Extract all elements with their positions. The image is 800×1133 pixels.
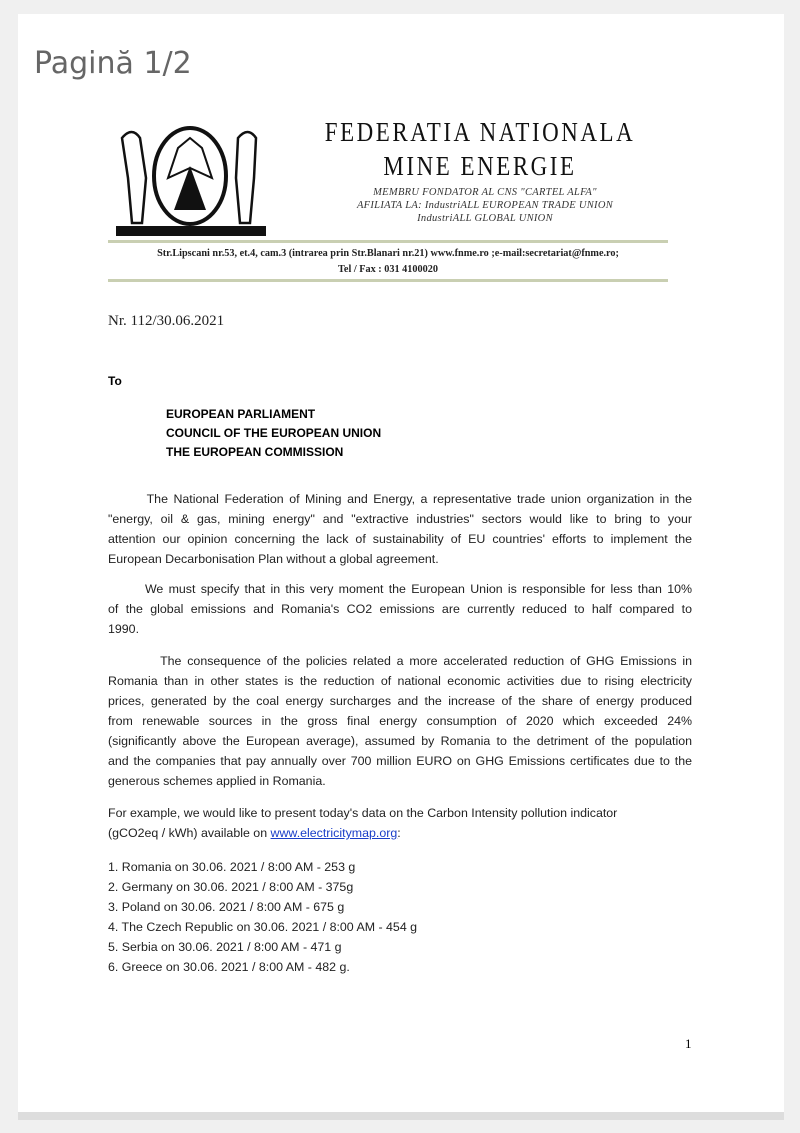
paragraph-example	[108, 803, 692, 843]
paragraph-2	[108, 579, 692, 639]
to-label: To	[108, 374, 122, 388]
text-line: Romania than in other states is the reduction of national economic activities due to rising electricity	[108, 674, 692, 688]
header-divider	[108, 279, 668, 282]
org-phone: Tel / Fax : 031 4100020	[338, 263, 438, 275]
carbon-intensity-list	[108, 857, 417, 977]
org-address: Str.Lipscani nr.53, et.4, cam.3 (intrarea prin Str.Blanari nr.21) www.fnme.ro ;e-mail:secretariat@fnme.ro;	[157, 247, 619, 259]
paragraph-1	[108, 489, 692, 569]
electricitymap-link[interactable]: www.electricitymap.org	[270, 826, 398, 840]
page-separator	[18, 1112, 784, 1120]
list-item: 6. Greece on 30.06. 2021 / 8:00 AM - 482 g.	[108, 960, 350, 974]
list-item: 1. Romania on 30.06. 2021 / 8:00 AM - 253 g	[108, 860, 356, 874]
list-item: 4. The Czech Republic on 30.06. 2021 / 8:00 AM - 454 g	[108, 920, 418, 934]
text-line: European Decarbonisation Plan without a global agreement.	[108, 552, 439, 566]
org-subtitle-1: MEMBRU FONDATOR AL CNS "CARTEL ALFA"	[373, 187, 597, 198]
paragraph-3	[108, 651, 692, 791]
text-line: The consequence of the policies related a more accelerated reduction of GHG Emissions in	[108, 654, 692, 668]
recipient: EUROPEAN PARLIAMENT	[166, 407, 316, 421]
header-divider	[108, 240, 668, 243]
text-line: of the global emissions and Romania's CO2 emissions are currently reduced to half compared to	[108, 602, 692, 616]
org-title-line2: MINE ENERGIE	[383, 151, 577, 181]
text-line: "energy, oil & gas, mining energy" and "extractive industries" sectors would like to bring to your	[108, 512, 692, 526]
text-line: The National Federation of Mining and Energy, a representative trade union organization in the	[108, 492, 692, 506]
org-title-line1: FEDERATIA NATIONALA	[324, 117, 636, 147]
org-subtitle-3: IndustriALL GLOBAL UNION	[417, 213, 553, 224]
text-line: from renewable sources in the gross final energy consumption of 2020 which exceeded 24%	[108, 714, 692, 728]
recipient: COUNCIL OF THE EUROPEAN UNION	[166, 426, 382, 440]
list-item: 3. Poland on 30.06. 2021 / 8:00 AM - 675 g	[108, 900, 345, 914]
list-item: 5. Serbia on 30.06. 2021 / 8:00 AM - 471 g	[108, 940, 342, 954]
text-line: prices, generated by the coal energy surcharges and the increase of the share of energy produced	[108, 694, 692, 708]
letter-number: Nr. 112/30.06.2021	[108, 313, 225, 329]
text-line: We must specify that in this very moment the European Union is responsible for less than 10%	[108, 582, 692, 596]
list-item: 2. Germany on 30.06. 2021 / 8:00 AM - 375g	[108, 880, 354, 894]
text-line: :	[397, 826, 401, 840]
page-number: 1	[685, 1036, 692, 1051]
org-subtitle-2: AFILIATA LA: IndustriALL EUROPEAN TRADE UNION	[356, 200, 614, 211]
text-line: (significantly above the European average), assumed by Romania to the detriment of the population	[108, 734, 692, 748]
text-line: attention our opinion concerning the lack of sustainability of EU countries' efforts to implement the	[108, 532, 692, 546]
recipient: THE EUROPEAN COMMISSION	[166, 445, 344, 459]
text-line: generous schemes applied in Romania.	[108, 774, 326, 788]
text-line: (gCO2eq / kWh) available on	[108, 826, 271, 840]
federation-logo	[108, 118, 270, 238]
text-line: For example, we would like to present today's data on the Carbon Intensity pollution indicator	[108, 806, 618, 820]
text-line: and the companies that pay annually over 700 million EURO on GHG Emissions certificates due to the	[108, 754, 692, 768]
text-line: 1990.	[108, 622, 140, 636]
page-indicator: Pagină 1/2	[34, 46, 192, 81]
